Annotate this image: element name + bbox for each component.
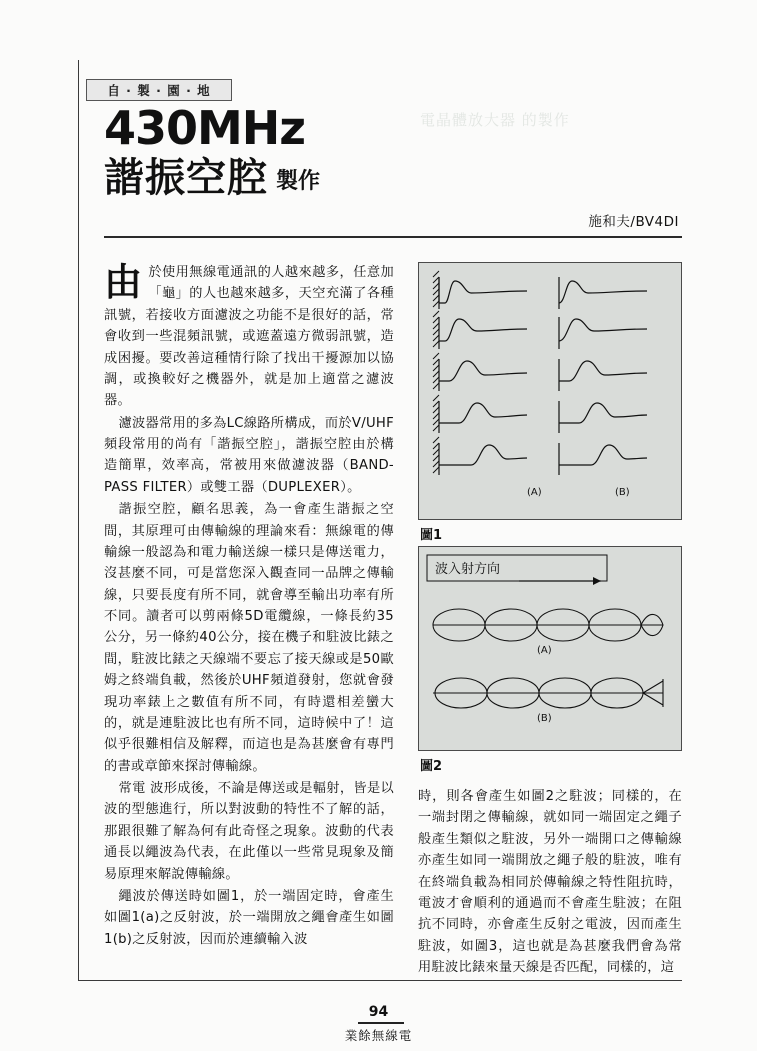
figure-1-label-a: (A) xyxy=(527,487,542,498)
title-divider-rule xyxy=(104,236,682,238)
page-frame-bottom-rule xyxy=(78,980,682,981)
figure-2-caption: 圖2 xyxy=(420,759,443,774)
article-title-main: 430MHz xyxy=(104,101,306,155)
category-tag-label: 自 · 製 · 園 · 地 xyxy=(107,83,211,98)
figure-1-caption: 圖1 xyxy=(420,528,443,543)
paragraph-3: 諧振空腔，顧名思義，為一會產生諧振之空間，其原理可由傳輸線的理論來看：無線電的傳輸線一般認為和電力輸送線一樣只是傳送電力，沒甚麼不同，可是當您深入觀查同一品牌之傳輸線，只要長度有所不同，就會導至輸出功率有所不同。讀者可以剪兩條5D電纜線，一條長約35公分，另一條約40公分，接在機子和駐波比錶之間，駐波比錶之天線端不要忘了接天線或是50歐姆之終端負載，然後於UHF頻道發射，您就會發現功率錶上之數值有所不同，有時還相差蠻大的，就是連駐波比也有所不同，這時候中了！這似乎很難相信及解釋，而這也是為甚麼會有專門的書或章節來探討傳輸線。 xyxy=(104,502,394,774)
publication-name: 業餘無線電 xyxy=(344,1028,413,1043)
figure-2-header-label: 波入射方向 xyxy=(435,562,501,577)
article-byline: 施和夫/BV4DI xyxy=(588,214,679,230)
page-frame-left-rule xyxy=(78,60,79,980)
paragraph-1-text: 於使用無線電通訊的人越來越多，任意加「龜」的人也越來越多，天空充滿了各種訊號，若接收方面濾波之功能不是很好的話，常會收到一些混頻訊號，或遮蓋遠方微弱訊號，造成困擾。要改善這種情行除了找出干擾源加以協調，或換較好之機器外，就是加上適當之濾波器。 xyxy=(104,265,394,409)
drop-cap: 由 xyxy=(104,260,143,304)
paragraph-4: 常電 波形成後，不論是傳送或是輻射，皆是以波的型態進行，所以對波動的特性不了解的話，那跟很難了解為何有此奇怪之現象。波動的代表通長以繩波為代表，在此僅以一些常見現象及簡易原理來解說傳輸線。 xyxy=(104,781,394,882)
figure-2-label-b: (B) xyxy=(537,713,552,724)
paragraph-right-1: 時，則各會產生如圖2之駐波；同樣的，在一端封閉之傳輸線，就如同一端固定之繩子般產生類似之駐波，另外一端開口之傳輸線亦產生如同一端開放之繩子般的駐波，唯有在終端負載為相同於傳輸線之特性阻抗時，電波才會順利的通過而不會產生駐波；在阻抗不同時，亦會產生反射之電波，因而產生駐波，如圖3，這也就是為甚麼我們會為常用駐波比錶來量天線是否匹配，同樣的，這 xyxy=(418,789,682,975)
figure-2-label-a: (A) xyxy=(537,645,552,656)
paragraph-1 xyxy=(104,262,394,412)
paragraph-5: 繩波於傳送時如圖1，於一端固定時，會產生如圖1(a)之反射波，於一端開放之繩會產生如圖1(b)之反射波，因而於連續輸入波 xyxy=(104,888,394,947)
figure-1-graphic xyxy=(419,263,681,519)
page-number: 94 xyxy=(368,1004,389,1020)
article-title-suffix: 製作 xyxy=(276,169,321,194)
figure-2 xyxy=(418,546,682,751)
show-through-text: 電晶體放大器 的製作 xyxy=(420,111,570,129)
figure-1 xyxy=(418,262,682,520)
figure-1-label-b: (B) xyxy=(615,487,630,498)
paragraph-2: 濾波器常用的多為LC線路所構成，而於V/UHF頻段常用的尚有「諧振空腔」，諧振空腔由於構造簡單，效率高，常被用來做濾波器（BAND-PASS FILTER）或雙工器（DUPLEXER）。 xyxy=(104,415,394,495)
body-column-right xyxy=(418,786,682,978)
figure-2-graphic xyxy=(419,547,681,750)
category-tag xyxy=(86,79,232,101)
footer-divider-rule xyxy=(358,1022,404,1024)
article-title-sub-row xyxy=(104,155,321,201)
body-column-left xyxy=(104,262,394,951)
article-title-sub: 諧振空腔 xyxy=(104,155,268,201)
